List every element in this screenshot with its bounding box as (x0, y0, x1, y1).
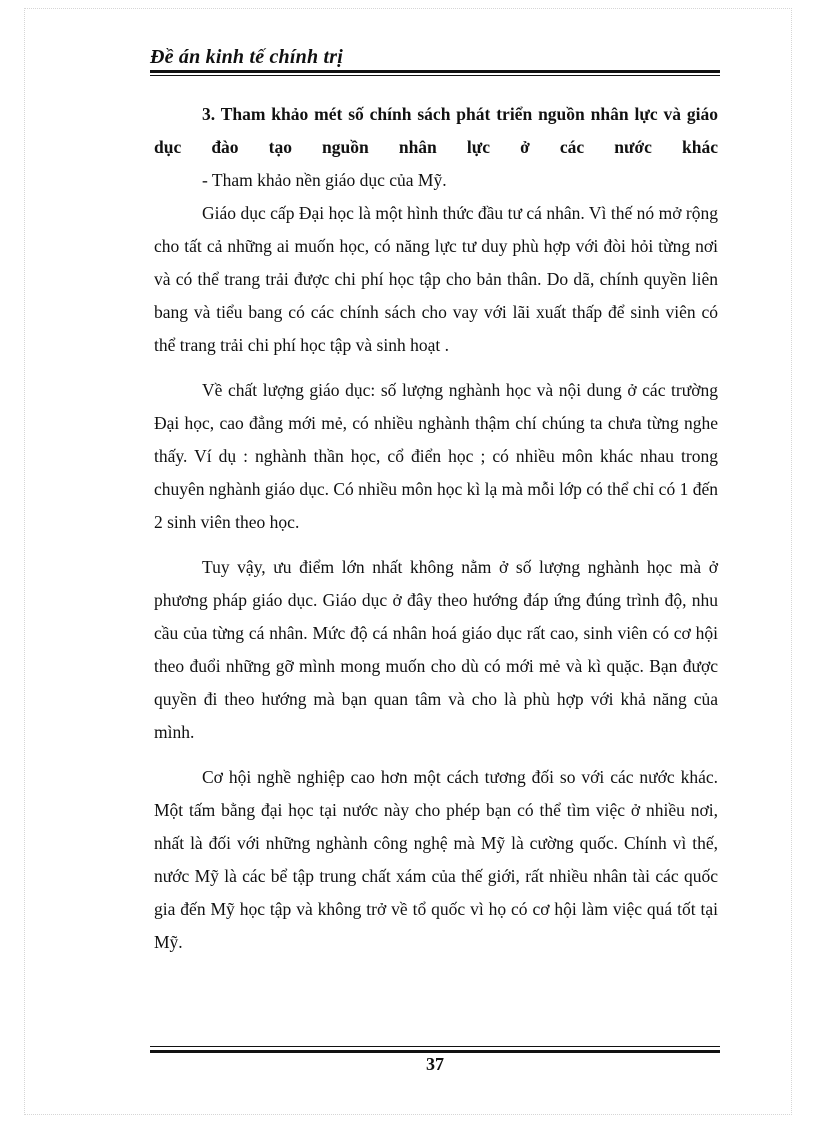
section-heading: 3. Tham khảo mét số chính sách phát triển nguồn nhân lực và giáo dục đào tạo nguồn nhân lực ở các nước khác (154, 104, 718, 157)
page-number: 37 (426, 1054, 444, 1074)
paragraph-quality: Về chất lượng giáo dục: số lượng nghành học và nội dung ở các trường Đại học, cao đẳng mới mẻ, có nhiều nghành thậm chí chúng ta chưa từng nghe thấy. Ví dụ : nghành thần học, cổ điển học ; có nhiều môn khác nhau trong chuyên nghành giáo dục. Có nhiều môn học kì lạ mà mỗi lớp có thể chỉ có 1 đến 2 sinh viên theo học. (154, 380, 718, 532)
header-rule-thin (150, 75, 720, 76)
header-rule-thick (150, 70, 720, 73)
footer-rule-thin (150, 1046, 720, 1047)
document-body (154, 98, 718, 959)
section-subheading: - Tham khảo nền giáo dục của Mỹ. (202, 170, 447, 190)
paragraph-career: Cơ hội nghề nghiệp cao hơn một cách tương đối so với các nước khác. Một tấm bằng đại học tại nước này cho phép bạn có thể tìm việc ở nhiều nơi, nhất là đối với những nghành công nghệ mà Mỹ là cường quốc. Chính vì thế, nước Mỹ là các bể tập trung chất xám của thế giới, rất nhiều nhân tài các quốc gia đến Mỹ học tập và không trở về tổ quốc vì họ có cơ hội làm việc quá tốt tại Mỹ. (154, 767, 718, 952)
paragraph-method: Tuy vậy, ưu điểm lớn nhất không nằm ở số lượng nghành học mà ở phương pháp giáo dục. Giáo dục ở đây theo hướng đáp ứng đúng trình độ, nhu cầu của từng cá nhân. Mức độ cá nhân hoá giáo dục rất cao, sinh viên có cơ hội theo đuổi những gỡ mình mong muốn cho dù có mới mẻ và kì quặc. Bạn được quyền đi theo hướng mà bạn quan tâm và cho là phù hợp với khả năng của mình. (154, 557, 718, 742)
footer-rule-thick (150, 1050, 720, 1053)
header-title: Đề án kinh tế chính trị (150, 46, 343, 68)
paragraph-tuition: Giáo dục cấp Đại học là một hình thức đầu tư cá nhân. Vì thế nó mở rộng cho tất cả những ai muốn học, có năng lực tư duy phù hợp với đòi hỏi từng nơi và có thể trang trải được chi phí học tập cho bản thân. Do dã, chính quyền liên bang và tiểu bang có các chính sách cho vay với lãi xuất thấp để sinh viên có thể trang trải chi phí học tập và sinh hoạt . (154, 203, 718, 355)
